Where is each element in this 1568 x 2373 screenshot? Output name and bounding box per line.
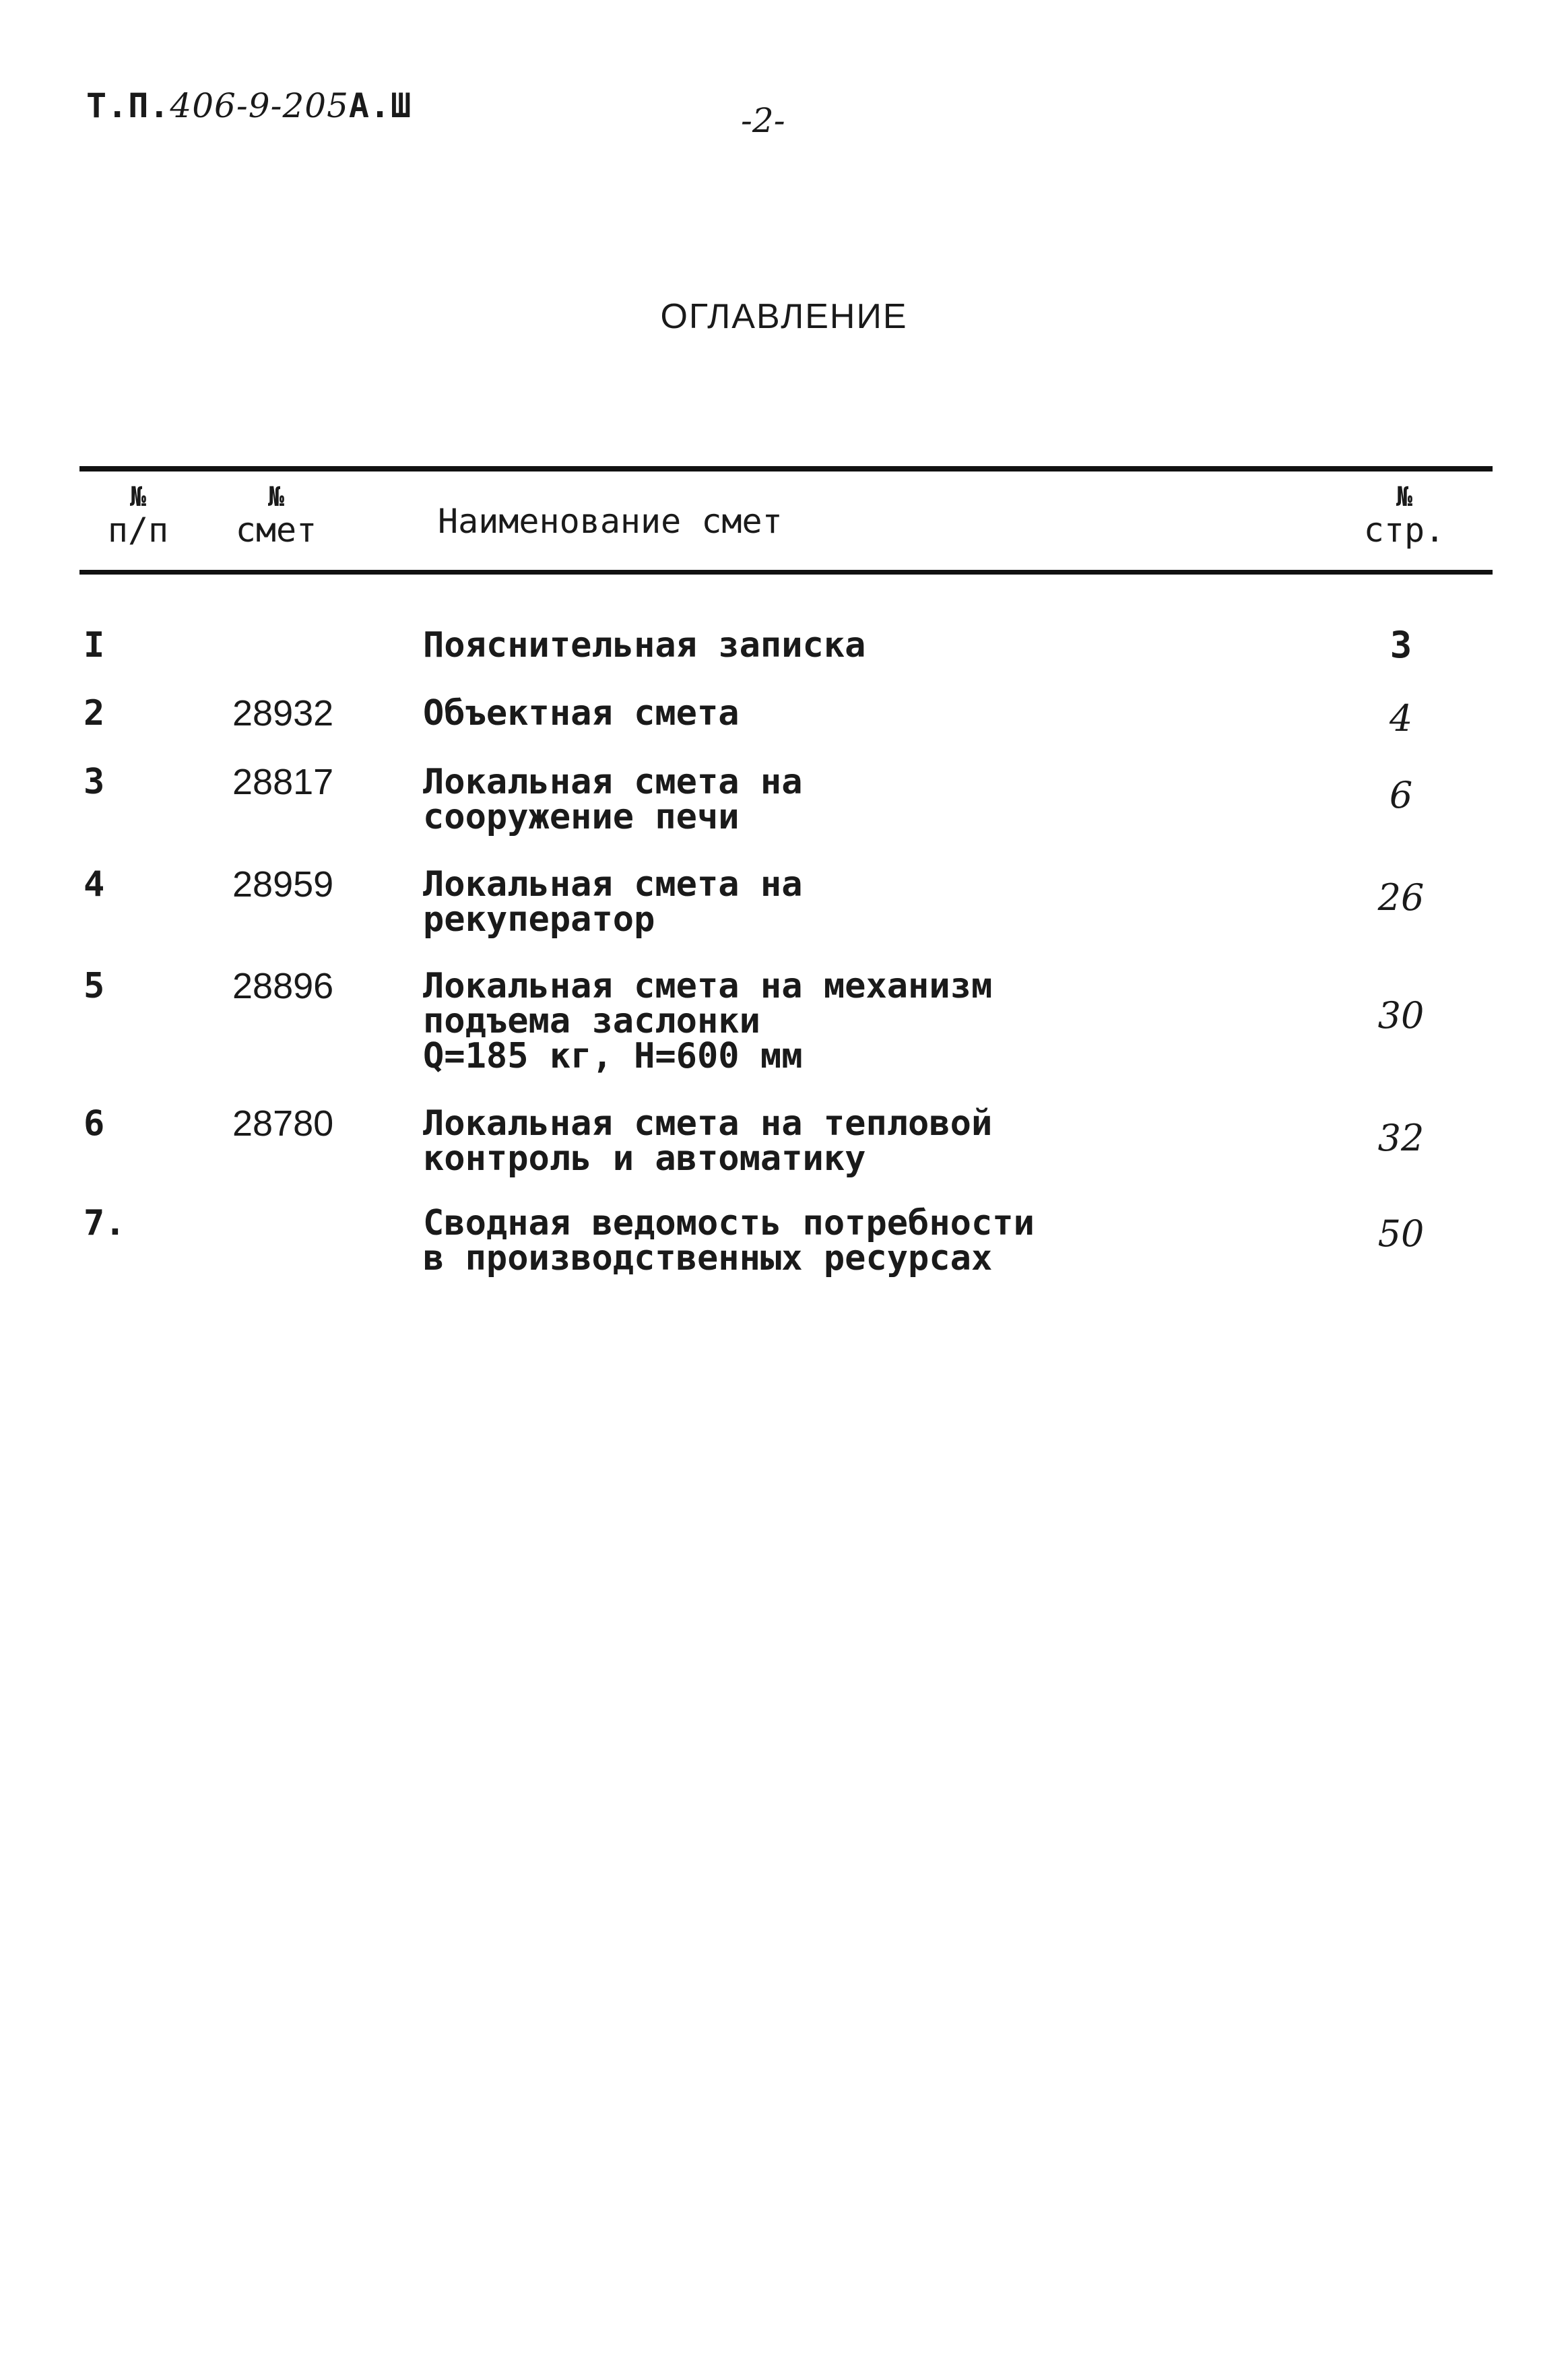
row-name-line: подъема заслонки xyxy=(423,1001,760,1041)
row-name-line: Пояснительная записка xyxy=(423,625,866,665)
column-header-page xyxy=(1354,484,1455,550)
page-title: ОГЛАВЛЕНИЕ xyxy=(660,297,908,336)
row-estimate-number: 28932 xyxy=(232,693,334,734)
document-code-handwritten: 406-9-205 xyxy=(170,86,349,125)
row-name-line: рекуператор xyxy=(423,899,655,940)
number-symbol: № xyxy=(267,482,285,513)
row-number: 5 xyxy=(84,966,105,1006)
row-name-line: Сводная ведомость потребности xyxy=(423,1203,1035,1243)
row-name xyxy=(423,1103,993,1179)
row-number: 7. xyxy=(84,1203,126,1243)
row-name xyxy=(423,762,803,837)
number-symbol: № xyxy=(1396,482,1413,513)
column-header-estimate xyxy=(226,484,327,550)
row-name-line: Локальная смета на xyxy=(423,762,803,802)
row-name xyxy=(423,625,866,665)
row-name-line: Q=185 кг, Н=600 мм xyxy=(423,1036,803,1076)
row-name xyxy=(423,693,740,734)
column-header-name: Наименование смет xyxy=(438,502,783,541)
row-name-line: Локальная смета на xyxy=(423,864,803,905)
row-name-line: Объектная смета xyxy=(423,693,740,734)
row-name-line: контроль и автоматику xyxy=(423,1138,866,1179)
column-header-number xyxy=(88,484,189,550)
row-number: 6 xyxy=(84,1103,105,1144)
row-page: 3 xyxy=(1390,624,1412,666)
table-header-rule xyxy=(79,570,1493,575)
column-header-page-label: стр. xyxy=(1363,511,1445,550)
row-name-line: Локальная смета на механизм xyxy=(423,966,993,1006)
row-page: 50 xyxy=(1377,1212,1425,1255)
row-name-line: Локальная смета на тепловой xyxy=(423,1103,993,1144)
table-top-rule xyxy=(79,466,1493,472)
column-header-estimate-label: смет xyxy=(235,511,317,550)
row-name-line: в производственных ресурсах xyxy=(423,1238,993,1278)
document-code-suffix: А.Ш xyxy=(348,86,412,125)
row-page: 26 xyxy=(1377,876,1425,919)
row-page: 6 xyxy=(1389,774,1413,816)
row-name xyxy=(423,966,993,1076)
row-number: 2 xyxy=(84,693,105,734)
row-page: 4 xyxy=(1389,697,1413,740)
row-estimate-number: 28780 xyxy=(232,1103,334,1144)
row-name xyxy=(423,864,803,940)
row-number: 3 xyxy=(84,762,105,802)
document-code xyxy=(86,86,412,125)
row-estimate-number: 28896 xyxy=(232,966,334,1006)
number-symbol: № xyxy=(129,482,147,513)
row-estimate-number: 28817 xyxy=(232,762,334,802)
document-code-printed: Т.П. xyxy=(86,86,170,125)
page-number: -2- xyxy=(741,101,785,140)
row-name xyxy=(423,1203,1035,1278)
row-name-line: сооружение печи xyxy=(423,797,740,837)
row-number: 4 xyxy=(84,864,105,905)
row-number: I xyxy=(84,625,105,665)
row-estimate-number: 28959 xyxy=(232,864,334,905)
row-page: 30 xyxy=(1377,994,1425,1037)
column-header-number-label: п/п xyxy=(107,511,169,550)
row-page: 32 xyxy=(1377,1117,1425,1159)
